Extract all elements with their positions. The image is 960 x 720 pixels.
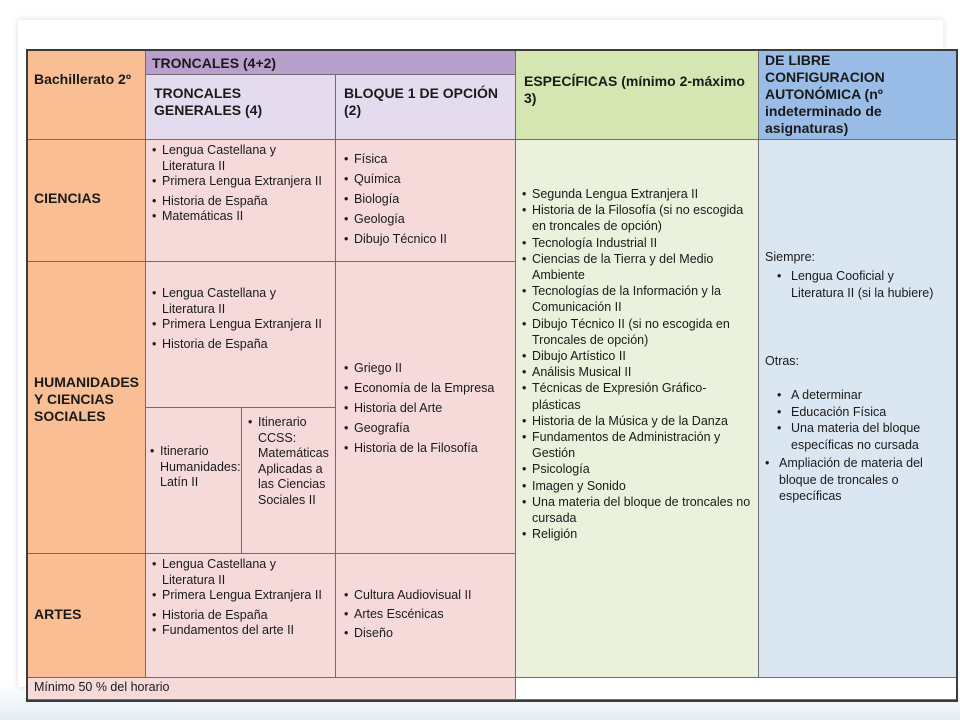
slide-card [18,20,943,694]
list-item: • Lengua Castellana y Literatura II [152,143,329,174]
bloque1-label: BLOQUE 1 DE OPCIÓN (2) [344,85,499,118]
list-item: • Primera Lengua Extranjera II [152,317,329,333]
especificas-label: ESPECÍFICAS (mínimo 2-máximo 3) [524,73,745,106]
ciencias-generales [146,140,336,262]
list-item: • Una materia del bloque de troncales no cursada [522,494,752,526]
list-item: • Ampliación de materia del bloque de troncales o específicas [765,455,950,505]
list-item: • Fundamentos de Administración y Gestión [522,429,752,461]
header-troncales [146,51,516,75]
list-item: • Religión [522,526,752,542]
list-item: • Economía de la Empresa [344,378,509,398]
list-item: • Primera Lengua Extranjera II [152,174,329,190]
list-item: • Historia de la Música y de la Danza [522,413,752,429]
humanidades-label: HUMANIDADES Y CIENCIAS SOCIALES [34,374,139,424]
header-bloque1 [336,75,516,140]
footer-text: Mínimo 50 % del horario [34,680,170,694]
otras-label: Otras: [765,353,800,368]
list-item: • Geografía [344,418,509,438]
row-label-ciencias [28,140,146,262]
list-item: • Lengua Castellana y Literatura II [152,286,329,317]
list-item: • Técnicas de Expresión Gráfico-plásticas [522,380,752,412]
bachillerato-table [26,49,958,702]
list-item: • Griego II [344,358,509,378]
list-item: • Lengua Castellana y Literatura II [152,557,329,588]
list-item: • Imagen y Sonido [522,478,752,494]
list-item: • Diseño [344,624,509,643]
header-especificas [516,51,759,140]
troncales-generales-label: TRONCALES GENERALES (4) [154,85,263,118]
list-item: • Biología [344,189,509,209]
artes-generales [146,554,336,678]
list-item: • Ciencias de la Tierra y del Medio Ambiente [522,251,752,283]
list-item: • Fundamentos del arte II [152,623,329,639]
list-item: • Historia del Arte [344,398,509,418]
humanidades-opcion [336,262,516,554]
bachillerato-label: Bachillerato 2º [34,71,131,87]
especificas-list [516,140,759,678]
humanidades-generales [146,262,336,408]
row-label-humanidades [28,262,146,554]
header-troncales-generales [146,75,336,140]
list-item: • Dibujo Técnico II (si no escogida en Troncales de opción) [522,316,752,348]
list-item: • Artes Escénicas [344,605,509,624]
footer-empty [516,678,956,700]
list-item: • Lengua Cooficial y Literatura II (si la hubiere) [777,268,950,302]
libre-config-content [759,140,956,678]
list-item: • Itinerario CCSS: Matemáticas Aplicadas a las Ciencias Sociales II [248,415,331,508]
header-bachillerato [28,51,146,140]
artes-opcion [336,554,516,678]
list-item: • Cultura Audiovisual II [344,586,509,605]
libre-label: DE LIBRE CONFIGURACION AUTONÓMICA (nº indeterminado de asignaturas) [765,52,885,136]
siempre-label: Siempre: [765,250,816,264]
list-item: • Dibujo Técnico II [344,229,509,249]
list-item: • Tecnologías de la Información y la Comunicación II [522,283,752,315]
footer-minimo [28,678,516,700]
artes-label: ARTES [34,606,82,622]
row-label-artes [28,554,146,678]
list-item: • Historia de la Filosofía [344,438,509,458]
list-item: • Análisis Musical II [522,364,752,380]
list-item: • Tecnología Industrial II [522,235,752,251]
list-item: • Segunda Lengua Extranjera II [522,186,752,202]
list-item: • Geología [344,209,509,229]
list-item: • Historia de España [152,608,329,624]
list-item: • Educación Física [777,404,950,421]
ciencias-opcion [336,140,516,262]
troncales-label: TRONCALES (4+2) [152,55,277,71]
itinerario-humanidades [146,408,242,554]
list-item: • Psicología [522,461,752,477]
itinerario-ccss [242,408,336,554]
list-item: • Física [344,149,509,169]
list-item: • Dibujo Artístico II [522,348,752,364]
list-item: • Una materia del bloque específicas no cursada [777,420,950,453]
list-item: • Primera Lengua Extranjera II [152,588,329,604]
list-item: • Itinerario Humanidades: Latín II [150,444,237,491]
list-item: • Historia de España [152,337,329,353]
header-libre [759,51,956,140]
list-item: • Historia de la Filosofía (si no escogida en troncales de opción) [522,202,752,234]
list-item: • Historia de España [152,194,329,210]
list-item: • A determinar [777,387,950,404]
list-item: • Matemáticas II [152,209,329,225]
list-item: • Química [344,169,509,189]
ciencias-label: CIENCIAS [34,190,101,206]
